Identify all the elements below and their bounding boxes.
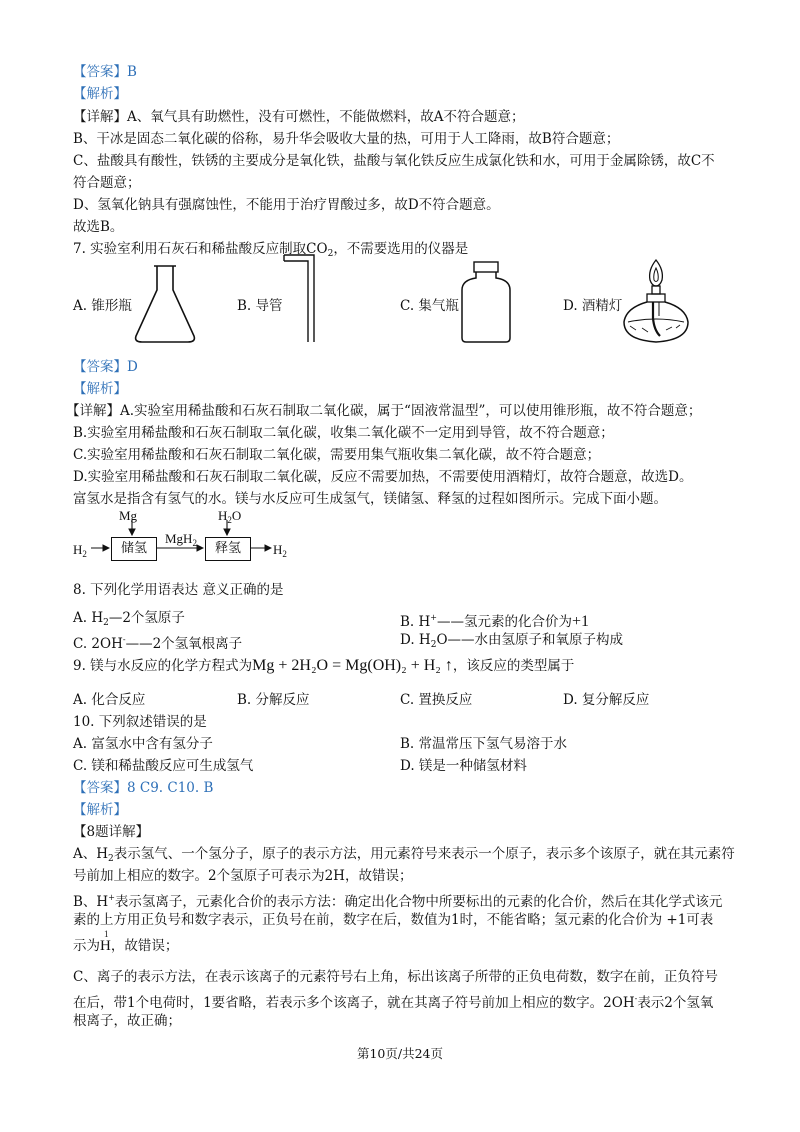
storage-box: 储氢	[111, 537, 157, 561]
option-8b-rest: ——氢元素的化合价为	[436, 614, 572, 630]
option-10a: A. 富氢水中含有氢分子	[73, 736, 213, 752]
detail-7d: D.实验室用稀盐酸和石灰石制取二氧化碳，反应不需要加热，不需要使用酒精灯，故符合题意，故选D。	[73, 469, 693, 485]
h-valence-notation	[100, 929, 111, 956]
glass-tube-icon	[282, 252, 322, 344]
analysis-7	[73, 379, 127, 399]
option-8d	[400, 630, 623, 655]
q8-detail-b-cont: 素的上方用正负号和数字表示，正负号在前，数字在后，数值为1时，不能省略；氢元素的化合价为 +1可表	[73, 912, 714, 928]
q8-detail-b	[73, 888, 722, 912]
h-valence-top: 1	[104, 929, 109, 939]
mg-label: Mg	[119, 508, 138, 523]
answer-7	[73, 357, 138, 377]
answer-line	[73, 62, 137, 82]
question-10: 10. 下列叙述错误的是	[73, 714, 207, 730]
option-8c-text: C. 2OH	[73, 636, 123, 652]
question-7-text: 7. 实验室利用石灰石和稀盐酸反应制取CO	[73, 241, 328, 257]
q8-detail-b-end-rest: ，故错误；	[110, 938, 179, 954]
option-8b-sup: +	[430, 613, 437, 622]
answer-7-text: 【答案】D	[73, 359, 138, 375]
detail-line-d: D、氢氧化钠具有强腐蚀性，不能用于治疗胃酸过多，故D不符合题意。	[73, 197, 500, 213]
q8-detail-b-end-text: 示为	[73, 938, 100, 954]
conical-flask-icon	[130, 262, 200, 344]
q8-detail-a-sub: 2	[108, 854, 114, 864]
passage-intro: 富氢水是指含有氢气的水。镁与水反应可生成氢气，镁储氢、释氢的过程如图所示。完成下面小题。	[73, 491, 667, 507]
analysis-text: 【解析】	[73, 86, 127, 102]
answer-8-10-text: 【答案】8 C9. C10. B	[73, 780, 214, 796]
option-7c: C. 集气瓶	[400, 298, 459, 314]
q8-detail-c-sup: -	[634, 994, 638, 1003]
option-9a: A. 化合反应	[73, 692, 146, 708]
answer-8-10	[73, 778, 213, 798]
detail-line-c: C、盐酸具有酸性，铁锈的主要成分是氧化铁，盐酸与氧化铁反应生成氯化铁和水，可用于金属除锈，故C不	[73, 153, 715, 169]
water-h: H	[218, 508, 228, 523]
detail-7b: B.实验室用稀盐酸和石灰石制取二氧化碳，收集二氧化碳不一定用到导管，故不符合题意；	[73, 425, 614, 441]
answer-label: 【答案】B	[73, 64, 137, 80]
option-7b: B. 导管	[237, 298, 283, 314]
option-8d-text: D. H	[400, 632, 431, 648]
mgh2-sub: 2	[192, 538, 197, 548]
conclusion-line: 故选B。	[73, 219, 124, 235]
option-8c-rest: ——2个氢氧根离子	[125, 636, 243, 652]
gas-jar-icon	[458, 260, 514, 344]
q8-detail-b-text: 表示氢离子，元素化合价的表示方法：确定出化合物中所要标出的元素的化合价，然后在其化学式该元	[114, 894, 723, 910]
q8-detail-b-start: B、H	[73, 894, 109, 910]
h-valence-symbol: H	[100, 938, 111, 954]
release-box: 释氢	[205, 537, 251, 561]
analysis-8-10-text: 【解析】	[73, 802, 127, 818]
mgh2-text: MgH	[165, 531, 193, 546]
reaction-equation: Mg + 2H₂O = Mg(OH)₂ + H₂ ↑	[252, 657, 453, 674]
flow-arrows	[80, 518, 283, 558]
question-8: 8. 下列化学用语表达 意义正确的是	[73, 582, 284, 598]
q8-detail-c-end: 根离子，故正确；	[73, 1013, 181, 1029]
detail-line-b: B、干冰是固态二氧化碳的俗称，易升华会吸收大量的热，可用于人工降雨，故B符合题意；	[73, 131, 620, 147]
q8-detail-b-end	[73, 929, 179, 956]
h2-output-sub: 2	[282, 549, 287, 559]
detail-line-a: 【详解】A、氧气具有助燃性，没有可燃性，不能做燃料，故A不符合题意；	[73, 109, 525, 125]
h2-input-h: H	[73, 542, 83, 557]
option-9d: D. 复分解反应	[563, 692, 650, 708]
co2-subscript: 2	[327, 249, 334, 259]
alcohol-lamp-icon	[620, 256, 692, 348]
option-7a: A. 锥形瓶	[73, 298, 132, 314]
option-10d: D. 镁是一种储氢材料	[400, 758, 527, 774]
question-9	[73, 656, 574, 676]
q8-detail-c-cont	[73, 989, 713, 1013]
question-9-text: 9. 镁与水反应的化学方程式为	[73, 658, 253, 674]
page-footer: 第10页/共24页	[356, 1046, 444, 1061]
q8-detail-c-cont-text: 在后，带1个电荷时，1要省略，若表示多个该离子，就在其离子符号前加上相应的数字。2OH	[73, 995, 635, 1011]
option-8c-sup: -	[122, 635, 126, 644]
option-9c: C. 置换反应	[400, 692, 473, 708]
option-10b: B. 常温常压下氢气易溶于水	[400, 736, 568, 752]
option-8b	[400, 608, 589, 632]
question-7-text-end: ，不需要选用的仪器是	[333, 241, 469, 257]
detail-7c: C.实验室用稀盐酸和石灰石制取二氧化碳，需要用集气瓶收集二氧化碳，故不符合题意；	[73, 447, 601, 463]
option-10c: C. 镁和稀盐酸反应可生成氢气	[73, 758, 254, 774]
q8-detail-c: C、离子的表示方法，在表示该离子的元素符号右上角，标出该离子所带的正负电荷数，数字在前，正负符号	[73, 969, 718, 985]
q8-detail-a-cont: 号前加上相应的数字。2个氢原子可表示为2H，故错误；	[73, 868, 413, 884]
detail-7a: 【详解】A.实验室用稀盐酸和石灰石制取二氧化碳，属于“固液常温型”，可以使用锥形瓶，故不符合题意；	[66, 403, 702, 419]
option-8c	[73, 630, 242, 654]
q8-detail-b-sup: +	[108, 893, 115, 902]
analysis-7-text: 【解析】	[73, 381, 127, 397]
analysis-label	[73, 84, 127, 104]
option-7d: D. 酒精灯	[563, 298, 623, 314]
option-8a-rest: —2个氢原子	[108, 610, 185, 626]
water-sub: 2	[227, 515, 232, 525]
option-9b: B. 分解反应	[237, 692, 310, 708]
option-8a-text: A. H	[73, 610, 104, 626]
water-o: O	[231, 508, 242, 523]
detail-line-c2: 符合题意；	[73, 175, 141, 191]
h2-output-h: H	[273, 542, 283, 557]
q8-detail-a-start: A、H	[73, 846, 109, 862]
option-8d-sub: 2	[430, 640, 437, 650]
option-8d-rest: O——水由氢原子和氧原子构成	[436, 632, 624, 648]
analysis-8-10	[73, 800, 127, 820]
question-7	[73, 239, 468, 264]
question-9-text-end: ，该反应的类型属于	[452, 658, 575, 674]
q8-detail-a-text: 表示氢气、一个氢分子，原子的表示方法，用元素符号来表示一个原子，表示多个该原子，就在其元素符	[113, 846, 735, 862]
q8-detail-c-cont-rest: 表示2个氢氧	[637, 995, 714, 1011]
h2-input-sub: 2	[82, 549, 87, 559]
option-8a-sub: 2	[103, 618, 109, 628]
option-8b-value: +1	[571, 613, 590, 630]
option-8b-text: B. H	[400, 614, 431, 630]
q8-detail-title: 【8题详解】	[73, 824, 150, 840]
